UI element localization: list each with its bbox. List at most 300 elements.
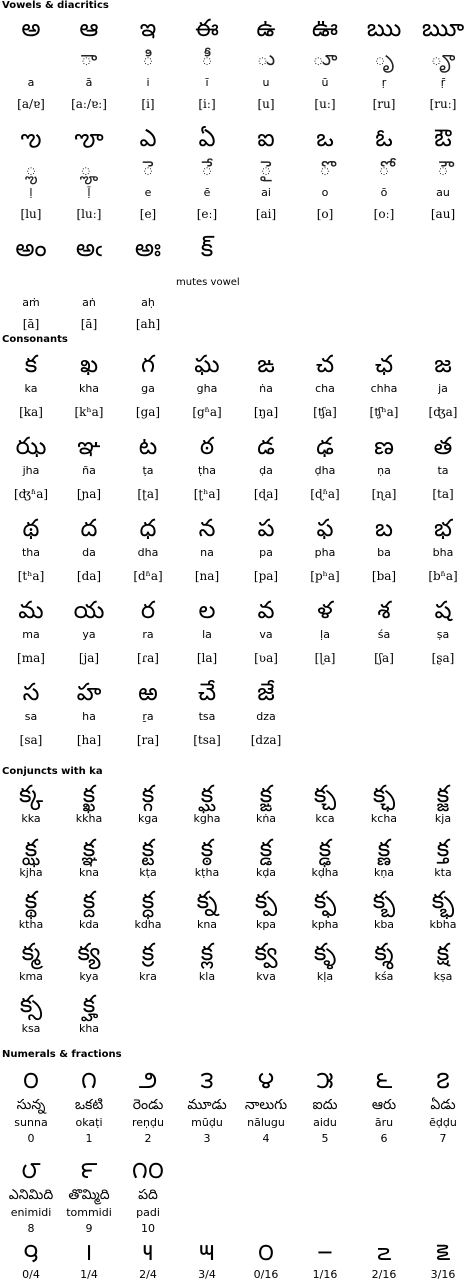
vowel-letter: ఇ — [139, 14, 157, 42]
numeral-word: ఐదు — [312, 1097, 338, 1113]
conjunct-letter: క్ఠ — [200, 834, 214, 862]
fraction-glyph: ౽ — [376, 1238, 392, 1266]
consonant-letter: ఘ — [194, 350, 220, 378]
numeral-value: 3 — [203, 1132, 211, 1145]
consonant-letter: ల — [198, 596, 216, 624]
virama-sign: క్ — [200, 234, 214, 262]
consonant-ipa: [kʰa] — [74, 405, 104, 419]
fraction-value: 3/4 — [198, 1268, 216, 1281]
conjunct-letter: క్ఘ — [200, 780, 214, 808]
consonant-cell — [235, 514, 297, 594]
vowel-ipa: [aː/ɐː] — [71, 97, 107, 111]
conjunct-letter: క్ఛ — [372, 780, 396, 808]
conjunct-transliteration: kka — [21, 812, 41, 825]
conjunct-letter: క్ద — [82, 886, 96, 914]
conjunct-cell — [412, 834, 474, 884]
consonant-ipa: [sa] — [19, 733, 43, 747]
vowel-transliteration: au — [436, 186, 450, 199]
vowel-transliteration: i — [146, 76, 150, 89]
conjunct-transliteration: kha — [78, 1022, 100, 1035]
consonant-ipa: [ʈa] — [137, 487, 159, 501]
conjunct-transliteration: kga — [137, 812, 159, 825]
conjunct-letter: క్భ — [431, 886, 455, 914]
conjunct-transliteration: kdha — [134, 918, 162, 931]
conjunct-cell — [176, 780, 238, 830]
consonant-transliteration: ya — [82, 628, 96, 641]
consonant-transliteration: ja — [438, 382, 448, 395]
numeral-word: ఎనిమిది — [8, 1187, 54, 1203]
consonant-cell — [353, 432, 415, 512]
consonant-letter: త — [433, 432, 453, 460]
vowel-ipa: [ruː] — [429, 97, 457, 111]
consonant-cell — [412, 350, 474, 430]
vowel-letter: ఐ — [257, 124, 275, 152]
consonant-cell — [294, 596, 356, 676]
fraction-glyph: ౼ — [317, 1238, 333, 1266]
section-heading-conjuncts: Conjuncts with ka — [2, 766, 103, 777]
consonant-cell — [294, 514, 356, 594]
numeral-transliteration: sunna — [14, 1116, 48, 1129]
conjunct-cell — [176, 938, 238, 988]
consonant-transliteration: na — [200, 546, 214, 559]
conjunct-transliteration: kgha — [193, 812, 221, 825]
conjunct-transliteration: kjha — [19, 866, 43, 879]
conjunct-cell — [176, 834, 238, 884]
conjunct-transliteration: kḍha — [311, 866, 339, 879]
conjunct-letter: క్జ — [436, 780, 450, 808]
vowel-cell — [412, 14, 474, 114]
consonant-transliteration: ka — [24, 382, 38, 395]
consonant-cell — [58, 596, 120, 676]
numeral-value: 5 — [321, 1132, 329, 1145]
conjunct-cell — [0, 780, 62, 830]
vowel-ipa: [ā] — [22, 317, 40, 331]
conjunct-cell — [353, 938, 415, 988]
conjunct-letter: క్ఫ — [313, 886, 337, 914]
numeral-glyph: ౨ — [138, 1066, 158, 1094]
conjunct-transliteration: kṣa — [433, 970, 453, 983]
consonant-letter: ఙ — [257, 350, 275, 378]
vowel-ipa: [a/ɐ] — [17, 97, 45, 111]
consonant-letter: న — [198, 514, 216, 542]
numeral-cell — [0, 1156, 62, 1242]
consonant-cell — [235, 678, 297, 758]
consonant-transliteration: ṟa — [142, 710, 154, 723]
vowel-ipa: [u] — [257, 97, 275, 111]
conjunct-letter: క్ఝ — [24, 834, 38, 862]
consonant-ipa: [ra] — [136, 733, 160, 747]
conjunct-letter: క్చ — [313, 780, 337, 808]
conjunct-letter: క్ణ — [377, 834, 391, 862]
fraction-glyph: ౾ — [435, 1238, 451, 1266]
consonant-transliteration: ṭha — [197, 464, 217, 477]
vowel-ipa: [ru] — [372, 97, 396, 111]
vowel-diacritic: ◌ౢ — [25, 156, 37, 180]
consonant-ipa: [ɾa] — [137, 651, 159, 665]
consonant-cell — [412, 432, 474, 512]
vowel-transliteration: aḥ — [141, 296, 155, 309]
fraction-value: 1/4 — [80, 1268, 98, 1281]
conjunct-transliteration: kṇa — [373, 866, 395, 879]
vowel-letter: ఉ — [256, 14, 276, 42]
conjunct-letter: క్స — [19, 990, 43, 1018]
conjunct-cell — [117, 780, 179, 830]
conjunct-cell — [0, 990, 62, 1040]
vowel-transliteration: ō — [380, 186, 388, 199]
vowel-transliteration: ī — [205, 76, 209, 89]
vowel-transliteration: aṅ — [82, 296, 96, 309]
consonant-letter: క — [24, 350, 38, 378]
conjunct-cell — [117, 886, 179, 936]
consonant-cell — [58, 350, 120, 430]
consonant-transliteration: jha — [22, 464, 40, 477]
conjunct-transliteration: kcha — [370, 812, 398, 825]
numeral-value: 2 — [144, 1132, 152, 1145]
numeral-glyph: ౧౦ — [131, 1156, 165, 1184]
consonant-letter: ట — [138, 432, 158, 460]
vowel-diacritic: ◌ొ — [319, 156, 331, 180]
conjunct-cell — [117, 834, 179, 884]
consonant-letter: చ — [315, 350, 335, 378]
numeral-glyph: ౦ — [22, 1066, 40, 1094]
consonant-transliteration: ña — [82, 464, 96, 477]
vowel-transliteration: ṛ — [381, 76, 387, 89]
consonant-cell — [294, 432, 356, 512]
consonant-ipa: [ŋa] — [253, 405, 279, 419]
conjunct-letter: క్త — [436, 834, 450, 862]
consonant-cell — [0, 596, 62, 676]
numeral-cell — [176, 1066, 238, 1152]
vowel-ipa: [ai] — [255, 207, 277, 221]
conjunct-transliteration: kḍa — [255, 866, 277, 879]
consonant-transliteration: chha — [370, 382, 398, 395]
consonant-letter: బ — [375, 514, 393, 542]
consonant-ipa: [ʂa] — [431, 651, 455, 665]
consonant-ipa: [ʈʰa] — [193, 487, 221, 501]
consonant-letter: ష — [434, 596, 452, 624]
vowel-diacritic: ◌ీ — [201, 46, 213, 70]
vowel-transliteration: o — [321, 186, 329, 199]
consonant-ipa: [pa] — [253, 569, 279, 583]
consonant-cell — [235, 596, 297, 676]
consonant-cell — [353, 596, 415, 676]
consonant-transliteration: ḍa — [259, 464, 273, 477]
vowel-transliteration: u — [262, 76, 270, 89]
conjunct-cell — [58, 990, 120, 1040]
consonant-cell — [412, 596, 474, 676]
conjunct-cell — [58, 886, 120, 936]
consonant-letter: ఫ — [316, 514, 334, 542]
vowel-transliteration: ai — [261, 186, 271, 199]
consonant-transliteration: pa — [259, 546, 273, 559]
fraction-glyph: ౹ — [85, 1238, 93, 1266]
consonant-cell — [353, 514, 415, 594]
fraction-glyph: ౺ — [142, 1238, 154, 1266]
consonant-ipa: [tʰa] — [17, 569, 45, 583]
conjunct-transliteration: kja — [434, 812, 452, 825]
numeral-glyph: ౯ — [80, 1156, 98, 1184]
vowel-ipa: [oː] — [373, 207, 395, 221]
conjunct-transliteration: kṅa — [255, 812, 277, 825]
conjunct-cell — [353, 834, 415, 884]
fraction-cell — [0, 1238, 62, 1284]
conjunct-transliteration: kṭa — [139, 866, 157, 879]
conjunct-transliteration: kda — [78, 918, 100, 931]
conjunct-letter: క్బ — [372, 886, 396, 914]
consonant-cell — [58, 514, 120, 594]
conjunct-transliteration: kla — [198, 970, 216, 983]
fraction-value: 2/16 — [371, 1268, 397, 1281]
consonant-cell — [176, 350, 238, 430]
section-heading-vowels: Vowels & diacritics — [2, 0, 109, 11]
fraction-value: 3/16 — [430, 1268, 456, 1281]
vowel-transliteration: e — [144, 186, 152, 199]
consonant-letter: డ — [257, 432, 275, 460]
consonant-letter: ర — [140, 596, 156, 624]
vowel-transliteration: ā — [85, 76, 93, 89]
consonant-letter: ణ — [374, 432, 394, 460]
fraction-glyph: ౸ — [23, 1238, 39, 1266]
numeral-word: ఏడు — [430, 1097, 456, 1113]
consonant-letter: ఞ — [77, 432, 101, 460]
numeral-transliteration: nālugu — [247, 1116, 285, 1129]
conjunct-transliteration: ktha — [18, 918, 44, 931]
vowel-ipa: [eː] — [196, 207, 218, 221]
conjunct-transliteration: ksa — [21, 1022, 41, 1035]
consonant-cell — [117, 350, 179, 430]
consonant-transliteration: tsa — [198, 710, 216, 723]
consonant-ipa: [ɲa] — [76, 487, 102, 501]
conjunct-transliteration: kva — [256, 970, 276, 983]
numeral-word: సున్న — [16, 1097, 46, 1113]
consonant-letter: జ — [434, 350, 452, 378]
vowel-cell — [235, 124, 297, 224]
consonant-ipa: [ʃa] — [374, 651, 394, 665]
numeral-cell — [235, 1066, 297, 1152]
consonant-ipa: [bʱa] — [428, 569, 458, 583]
consonant-cell — [117, 596, 179, 676]
consonant-letter: య — [73, 596, 105, 624]
vowel-ipa: [lu] — [20, 207, 42, 221]
vowel-diacritic: ◌ై — [260, 156, 272, 180]
vowel-cell — [117, 14, 179, 114]
vowel-letter: ౠ — [421, 14, 465, 42]
consonant-letter: ఢ — [316, 432, 334, 460]
conjunct-letter: క్క — [18, 780, 44, 808]
conjunct-cell — [0, 834, 62, 884]
consonant-ipa: [ha] — [76, 733, 102, 747]
vowel-letter: ఈ — [195, 14, 219, 42]
conjunct-letter: క్ఙ — [259, 780, 273, 808]
numeral-cell — [353, 1066, 415, 1152]
vowel-diacritic: ◌ౣ — [79, 156, 99, 180]
consonant-transliteration: ha — [82, 710, 96, 723]
consonant-transliteration: bha — [432, 546, 454, 559]
consonant-ipa: [ɖa] — [253, 487, 279, 501]
section-heading-numerals: Numerals & fractions — [2, 1049, 122, 1060]
consonant-transliteration: ba — [377, 546, 391, 559]
conjunct-cell — [353, 780, 415, 830]
conjunct-letter: క్శ — [374, 938, 394, 966]
consonant-ipa: [ʤa] — [428, 405, 458, 419]
consonant-cell — [294, 350, 356, 430]
consonant-letter: భ — [434, 514, 452, 542]
vowel-cell — [0, 124, 62, 224]
vowel-ipa: [luː] — [76, 207, 102, 221]
consonant-letter: చే — [197, 678, 217, 706]
fraction-cell — [176, 1238, 238, 1284]
fraction-cell — [294, 1238, 356, 1284]
numeral-value: 10 — [141, 1222, 155, 1235]
consonant-ipa: [ʋa] — [254, 651, 278, 665]
consonant-ipa: [ga] — [135, 405, 161, 419]
conjunct-letter: క్ప — [254, 886, 278, 914]
conjunct-transliteration: kba — [373, 918, 395, 931]
consonant-ipa: [tsa] — [193, 733, 221, 747]
conjunct-letter: క్ళ — [313, 938, 337, 966]
consonant-transliteration: ga — [141, 382, 155, 395]
conjunct-cell — [235, 938, 297, 988]
vowel-letter: ఒ — [316, 124, 334, 152]
vowel-letter: ఎ — [139, 124, 157, 152]
numeral-glyph: ౪ — [257, 1066, 275, 1094]
vowel-diacritic: ◌ౄ — [430, 46, 456, 70]
consonant-ipa: [dʱa] — [133, 569, 163, 583]
vowel-diacritic: ◌ు — [256, 46, 276, 70]
vowel-cell — [0, 234, 62, 334]
consonant-cell — [0, 432, 62, 512]
consonant-cell — [117, 432, 179, 512]
vowel-letter: అః — [134, 234, 162, 262]
conjunct-letter: క్ఞ — [82, 834, 96, 862]
numeral-glyph: ౭ — [436, 1066, 450, 1094]
numeral-glyph: ౮ — [21, 1156, 41, 1184]
conjunct-transliteration: kṭha — [194, 866, 220, 879]
conjunct-cell — [353, 886, 415, 936]
consonant-letter: ధ — [139, 514, 157, 542]
fraction-cell — [117, 1238, 179, 1284]
section-heading-consonants: Consonants — [2, 334, 68, 345]
consonant-cell — [58, 432, 120, 512]
consonant-cell — [117, 514, 179, 594]
conjunct-letter: క్ర — [141, 938, 155, 966]
consonant-cell — [235, 350, 297, 430]
consonant-letter: ప — [257, 514, 275, 542]
consonant-cell — [235, 432, 297, 512]
vowel-transliteration: ṝ — [440, 76, 446, 89]
vowel-transliteration: ē — [203, 186, 211, 199]
consonant-cell — [117, 678, 179, 758]
vowel-cell — [58, 124, 120, 224]
consonant-transliteration: ma — [22, 628, 40, 641]
fraction-value: 2/4 — [139, 1268, 157, 1281]
consonant-transliteration: ra — [142, 628, 154, 641]
consonant-cell — [0, 350, 62, 430]
consonant-ipa: [la] — [196, 651, 218, 665]
vowel-cell — [176, 124, 238, 224]
conjunct-letter: క్వ — [254, 938, 278, 966]
vowel-letter: ఋ — [366, 14, 402, 42]
consonant-letter: వ — [257, 596, 275, 624]
vowel-letter: ౡ — [74, 124, 104, 152]
vowel-cell — [294, 124, 356, 224]
consonant-ipa: [ɭa] — [314, 651, 336, 665]
numeral-transliteration: okaṭi — [75, 1116, 103, 1129]
conjunct-letter: క్డ — [259, 834, 273, 862]
consonant-letter: స — [22, 678, 40, 706]
numeral-transliteration: tommidi — [66, 1206, 112, 1219]
numeral-value: 8 — [27, 1222, 35, 1235]
consonant-letter: ళ — [317, 596, 333, 624]
vowel-diacritic: ◌ే — [201, 156, 213, 180]
vowel-transliteration: ḹ — [87, 186, 91, 199]
vowel-ipa: [ā] — [80, 317, 98, 331]
vowel-cell — [235, 14, 297, 114]
conjunct-cell — [58, 780, 120, 830]
conjunct-transliteration: kna — [78, 866, 100, 879]
numeral-value: 0 — [27, 1132, 35, 1145]
conjunct-letter: క్ట — [141, 834, 155, 862]
numeral-transliteration: ēḍḍu — [429, 1116, 457, 1129]
numeral-cell — [117, 1066, 179, 1152]
conjunct-transliteration: kma — [19, 970, 43, 983]
vowel-cell — [0, 14, 62, 114]
vowel-ipa: [au] — [430, 207, 456, 221]
conjunct-cell — [176, 886, 238, 936]
vowel-ipa: [iː] — [198, 97, 216, 111]
conjunct-cell — [0, 938, 62, 988]
vowel-letter: ఊ — [311, 14, 339, 42]
consonant-ipa: [na] — [194, 569, 220, 583]
vowel-transliteration: ḷ — [29, 186, 33, 199]
consonant-ipa: [ʧa] — [313, 405, 337, 419]
numeral-cell — [117, 1156, 179, 1242]
conjunct-transliteration: kna — [196, 918, 218, 931]
conjunct-transliteration: kra — [139, 970, 157, 983]
conjunct-letter: క్ఢ — [318, 834, 332, 862]
consonant-cell — [412, 514, 474, 594]
vowel-diacritic: ◌ా — [80, 46, 98, 70]
numeral-value: 4 — [262, 1132, 270, 1145]
consonant-transliteration: ḍha — [314, 464, 336, 477]
consonant-transliteration: tha — [21, 546, 41, 559]
conjunct-transliteration: kya — [79, 970, 99, 983]
consonant-ipa: [pʰa] — [310, 569, 340, 583]
consonant-ipa: [ka] — [19, 405, 43, 419]
conjunct-transliteration: kta — [434, 866, 452, 879]
vowel-ipa: [ah] — [135, 317, 161, 331]
numeral-glyph: ౫ — [316, 1066, 334, 1094]
conjunct-cell — [117, 938, 179, 988]
vowel-diacritic: ◌ి — [142, 46, 154, 70]
fraction-value: 0/4 — [22, 1268, 40, 1281]
consonant-ipa: [ta] — [432, 487, 454, 501]
conjunct-letter: క్గ — [141, 780, 155, 808]
consonant-ipa: [dza] — [250, 733, 282, 747]
consonant-transliteration: ṭa — [142, 464, 154, 477]
vowel-diacritic: ◌ో — [378, 156, 390, 180]
numeral-word: పది — [138, 1187, 158, 1203]
conjunct-transliteration: kśa — [374, 970, 394, 983]
numeral-word: ఆరు — [371, 1097, 397, 1113]
consonant-letter: ద — [80, 514, 98, 542]
consonant-ipa: [ʤʱa] — [13, 487, 49, 501]
numeral-transliteration: reṇḍu — [132, 1116, 164, 1129]
consonant-transliteration: ṇa — [377, 464, 391, 477]
conjunct-transliteration: kḷa — [316, 970, 334, 983]
numeral-value: 7 — [439, 1132, 447, 1145]
consonant-letter: జే — [257, 678, 275, 706]
